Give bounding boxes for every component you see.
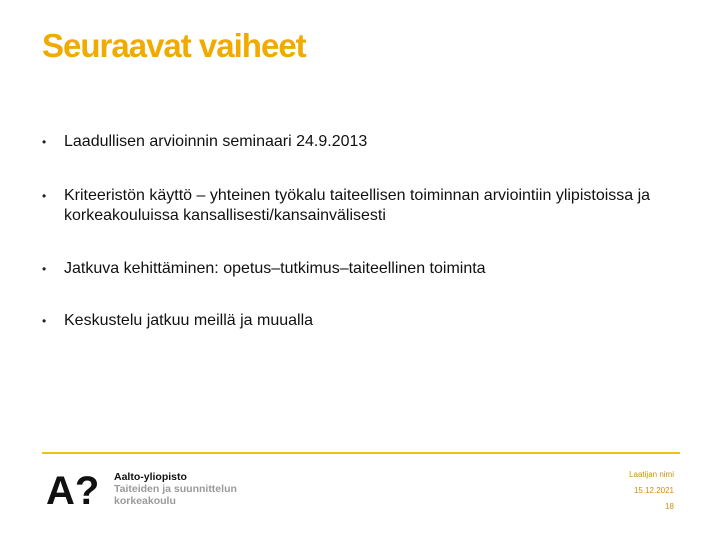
bullet-marker: • [42, 189, 47, 203]
bullet-item [42, 132, 682, 152]
bullet-item [42, 259, 682, 279]
bullet-text: Kriteeristön käyttö – yhteinen työkalu taiteellisen toiminnan arviointiin ylipistoissa ja korkeakouluissa kansallisesti/kansainvälisesti [64, 187, 651, 224]
bullet-text: Jatkuva kehittäminen: opetus–tutkimus–taiteellinen toiminta [64, 260, 486, 277]
bullet-text: Keskustelu jatkuu meillä ja muualla [64, 312, 314, 329]
logo-wordmark [114, 471, 237, 507]
logo-mark-text: A? [46, 470, 100, 508]
logo-line-school: Taiteiden ja suunnittelun [114, 483, 237, 495]
bullet-marker: • [42, 135, 47, 149]
logo-line-school-suffix: korkeakoulu [114, 495, 176, 507]
bullet-marker: • [42, 262, 47, 276]
slide-date: 15.12.2021 [633, 486, 674, 495]
bullet-text: Laadullisen arvioinnin seminaari 24.9.2013 [64, 133, 368, 150]
bullet-marker: • [42, 314, 47, 328]
aalto-logo [46, 470, 256, 510]
footer-divider [42, 452, 680, 454]
bullet-item [42, 311, 682, 331]
presenter-name: Laatijan nimi [629, 470, 674, 479]
footer-meta [629, 467, 674, 515]
page-number: 18 [665, 502, 674, 511]
logo-line-university: Aalto-yliopisto [114, 471, 187, 483]
bullet-item [42, 186, 682, 226]
aalto-logo-mark [46, 470, 104, 508]
slide-title: Seuraavat vaiheet [42, 27, 306, 64]
